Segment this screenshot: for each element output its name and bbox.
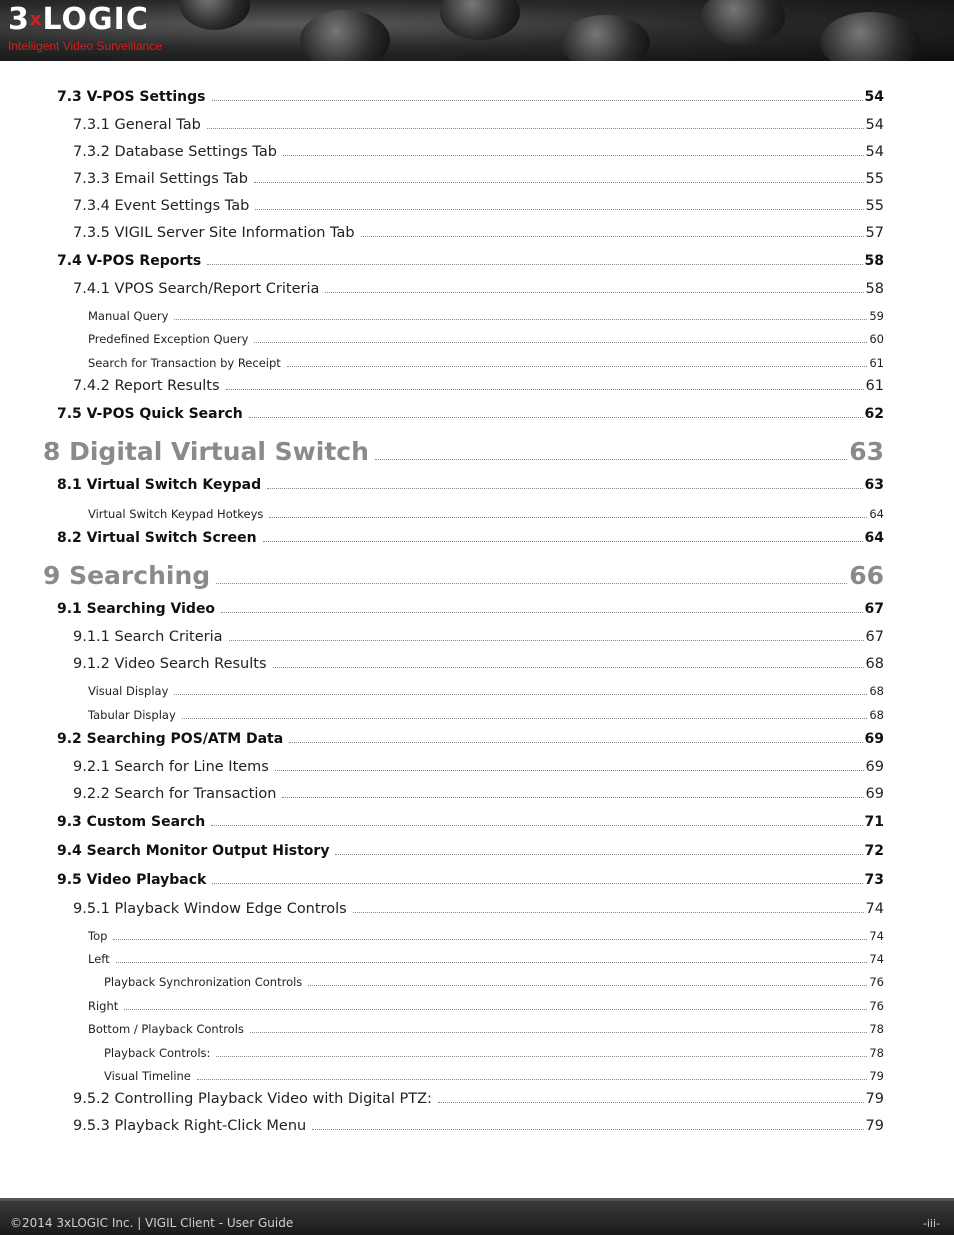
logo-digit: 3 — [8, 2, 30, 37]
toc-entry[interactable] — [88, 999, 884, 1013]
dot-leader — [182, 718, 868, 719]
toc-entry[interactable] — [57, 253, 884, 269]
dot-leader — [174, 694, 867, 695]
dot-leader — [197, 1079, 867, 1080]
toc-entry-page: 78 — [869, 1022, 884, 1036]
toc-entry-page: 68 — [869, 708, 884, 722]
toc-entry[interactable] — [73, 901, 884, 917]
toc-entry[interactable] — [88, 708, 884, 722]
dot-leader — [116, 962, 868, 963]
toc-entry-page: 74 — [865, 901, 884, 917]
toc-entry-page: 67 — [865, 629, 884, 645]
toc-entry-page: 76 — [869, 975, 884, 989]
toc-entry-title: Predefined Exception Query — [88, 332, 249, 346]
toc-entry[interactable] — [88, 507, 884, 521]
toc-entry[interactable] — [88, 952, 884, 966]
toc-entry-page: 61 — [869, 356, 884, 370]
toc-entry-title: 9 Searching — [43, 561, 211, 590]
toc-entry-page: 69 — [865, 759, 884, 775]
dot-leader — [287, 366, 868, 367]
toc-entry-title: Search for Transaction by Receipt — [88, 356, 281, 370]
toc-entry-page: 72 — [864, 843, 884, 859]
toc-entry[interactable] — [73, 656, 884, 672]
toc-entry-title: 7.3.5 VIGIL Server Site Information Tab — [73, 225, 355, 241]
toc-entry-page: 63 — [849, 437, 884, 466]
toc-entry[interactable] — [43, 437, 884, 466]
toc-entry[interactable] — [73, 281, 884, 297]
toc-entry-title: 9.2.2 Search for Transaction — [73, 786, 277, 802]
toc-entry[interactable] — [73, 225, 884, 241]
toc-entry-page: 58 — [864, 253, 884, 269]
toc-entry-page: 55 — [865, 171, 884, 187]
toc-entry[interactable] — [43, 561, 884, 590]
toc-entry-page: 64 — [869, 507, 884, 521]
toc-entry[interactable] — [57, 477, 884, 493]
toc-entry-title: 7.4 V-POS Reports — [57, 253, 202, 269]
toc-entry-title: 9.5 Video Playback — [57, 872, 207, 888]
toc-entry[interactable] — [73, 378, 884, 394]
dot-leader — [124, 1009, 867, 1010]
toc-entry[interactable] — [73, 144, 884, 160]
toc-entry-page: 69 — [864, 731, 884, 747]
dot-leader — [212, 100, 863, 101]
toc-entry-page: 58 — [865, 281, 884, 297]
toc-entry-title: Visual Timeline — [104, 1069, 191, 1083]
toc-entry[interactable] — [73, 171, 884, 187]
toc-entry-page: 79 — [869, 1069, 884, 1083]
dot-leader — [335, 854, 862, 855]
toc-entry-title: 7.3.1 General Tab — [73, 117, 201, 133]
dot-leader — [229, 640, 864, 641]
toc-entry-title: 9.4 Search Monitor Output History — [57, 843, 330, 859]
dot-leader — [267, 488, 862, 489]
dot-leader — [263, 541, 863, 542]
toc-entry[interactable] — [73, 1118, 884, 1134]
toc-entry-title: 7.3.4 Event Settings Tab — [73, 198, 250, 214]
toc-entry-title: 7.5 V-POS Quick Search — [57, 406, 243, 422]
toc-entry-title: 9.3 Custom Search — [57, 814, 206, 830]
toc-entry-page: 74 — [869, 952, 884, 966]
toc-entry[interactable] — [57, 601, 884, 617]
toc-entry-page: 54 — [865, 144, 884, 160]
dot-leader — [289, 742, 862, 743]
toc-entry[interactable] — [57, 89, 884, 105]
toc-entry-page: 57 — [865, 225, 884, 241]
dot-leader — [211, 825, 862, 826]
toc-entry[interactable] — [73, 629, 884, 645]
toc-entry-page: 73 — [864, 872, 884, 888]
toc-entry-title: 9.2 Searching POS/ATM Data — [57, 731, 284, 747]
toc-entry-page: 74 — [869, 929, 884, 943]
toc-entry-title: Playback Synchronization Controls — [104, 975, 303, 989]
toc-entry[interactable] — [73, 198, 884, 214]
toc-entry[interactable] — [57, 731, 884, 747]
dot-leader — [207, 128, 864, 129]
dot-leader — [249, 417, 863, 418]
logo-tagline: Intelligent Video Surveillance — [8, 39, 162, 53]
dot-leader — [207, 264, 862, 265]
dot-leader — [255, 209, 863, 210]
dot-leader — [312, 1129, 863, 1130]
toc-entry-page: 79 — [865, 1091, 884, 1107]
toc-entry-title: Playback Controls: — [104, 1046, 211, 1060]
toc-entry-title: 7.3.3 Email Settings Tab — [73, 171, 248, 187]
toc-entry[interactable] — [57, 814, 884, 830]
toc-entry[interactable] — [104, 975, 884, 989]
toc-entry[interactable] — [73, 1091, 884, 1107]
toc-entry-page: 54 — [864, 89, 884, 105]
toc-entry[interactable] — [88, 929, 884, 943]
dot-leader — [283, 155, 864, 156]
dot-leader — [282, 797, 863, 798]
toc-entry-title: 9.5.2 Controlling Playback Video with Digital PTZ: — [73, 1091, 432, 1107]
dot-leader — [250, 1032, 867, 1033]
toc-entry-page: 78 — [869, 1046, 884, 1060]
footer-page-number: -iii- — [922, 1217, 940, 1230]
page-footer — [0, 1198, 954, 1235]
toc-entry-page: 71 — [864, 814, 884, 830]
dot-leader — [212, 883, 862, 884]
dot-leader — [216, 1056, 867, 1057]
toc-entry-page: 55 — [865, 198, 884, 214]
toc-entry-page: 61 — [865, 378, 884, 394]
toc-entry-title: 8.2 Virtual Switch Screen — [57, 530, 257, 546]
toc-entry[interactable] — [88, 356, 884, 370]
dot-leader — [226, 389, 864, 390]
toc-entry[interactable] — [104, 1046, 884, 1060]
toc-entry-title: Left — [88, 952, 110, 966]
dot-leader — [174, 319, 867, 320]
toc-entry-page: 69 — [865, 786, 884, 802]
toc-entry-title: 9.5.1 Playback Window Edge Controls — [73, 901, 347, 917]
dot-leader — [438, 1102, 864, 1103]
footer-copyright: ©2014 3xLOGIC Inc. | VIGIL Client - User Guide — [10, 1216, 294, 1230]
toc-entry[interactable] — [57, 872, 884, 888]
dot-leader — [353, 912, 864, 913]
toc-entry[interactable] — [73, 786, 884, 802]
dot-leader — [375, 459, 847, 460]
toc-entry-title: 7.3.2 Database Settings Tab — [73, 144, 277, 160]
dot-leader — [113, 939, 867, 940]
dot-leader — [325, 292, 863, 293]
toc-entry-title: Tabular Display — [88, 708, 176, 722]
toc-entry-title: Virtual Switch Keypad Hotkeys — [88, 507, 264, 521]
toc-entry-page: 68 — [865, 656, 884, 672]
logo-x: x — [29, 9, 43, 30]
dot-leader — [221, 612, 862, 613]
toc-entry-page: 64 — [864, 530, 884, 546]
toc-entry[interactable] — [57, 530, 884, 546]
dot-leader — [308, 985, 867, 986]
toc-entry[interactable] — [73, 759, 884, 775]
logo-name: LOGIC — [42, 2, 149, 37]
toc-entry-page: 68 — [869, 684, 884, 698]
toc-entry-title: Top — [88, 929, 108, 943]
dot-leader — [254, 342, 867, 343]
toc-entry-page: 79 — [865, 1118, 884, 1134]
toc-entry-page: 76 — [869, 999, 884, 1013]
dot-leader — [269, 517, 867, 518]
toc-entry-page: 67 — [864, 601, 884, 617]
toc-entry-page: 63 — [864, 477, 884, 493]
toc-entry-title: 7.4.1 VPOS Search/Report Criteria — [73, 281, 320, 297]
toc-entry-title: 7.3 V-POS Settings — [57, 89, 206, 105]
toc-entry[interactable] — [88, 309, 884, 323]
toc-entry-title: Visual Display — [88, 684, 169, 698]
toc-entry-page: 59 — [869, 309, 884, 323]
toc-entry[interactable] — [88, 1022, 884, 1036]
dot-leader — [216, 583, 847, 584]
toc-entry-title: 9.1 Searching Video — [57, 601, 216, 617]
toc-entry-page: 66 — [849, 561, 884, 590]
toc-entry-title: 9.2.1 Search for Line Items — [73, 759, 269, 775]
toc-entry[interactable] — [73, 117, 884, 133]
dot-leader — [254, 182, 864, 183]
toc-entry[interactable] — [88, 684, 884, 698]
toc-entry-page: 54 — [865, 117, 884, 133]
toc-entry[interactable] — [57, 843, 884, 859]
toc-entry[interactable] — [57, 406, 884, 422]
toc-entry-title: 9.1.2 Video Search Results — [73, 656, 267, 672]
toc-entry-page: 62 — [864, 406, 884, 422]
toc-entry-page: 60 — [869, 332, 884, 346]
dot-leader — [361, 236, 864, 237]
toc-entry-title: Bottom / Playback Controls — [88, 1022, 244, 1036]
toc-entry-title: 8 Digital Virtual Switch — [43, 437, 369, 466]
dot-leader — [273, 667, 864, 668]
dot-leader — [275, 770, 864, 771]
toc-entry[interactable] — [104, 1069, 884, 1083]
toc-entry-title: Manual Query — [88, 309, 169, 323]
toc-entry-title: Right — [88, 999, 119, 1013]
toc-entry-title: 8.1 Virtual Switch Keypad — [57, 477, 262, 493]
toc-entry-title: 9.1.1 Search Criteria — [73, 629, 223, 645]
toc-entry[interactable] — [88, 332, 884, 346]
toc-entry-title: 9.5.3 Playback Right-Click Menu — [73, 1118, 307, 1134]
toc-entry-title: 7.4.2 Report Results — [73, 378, 220, 394]
